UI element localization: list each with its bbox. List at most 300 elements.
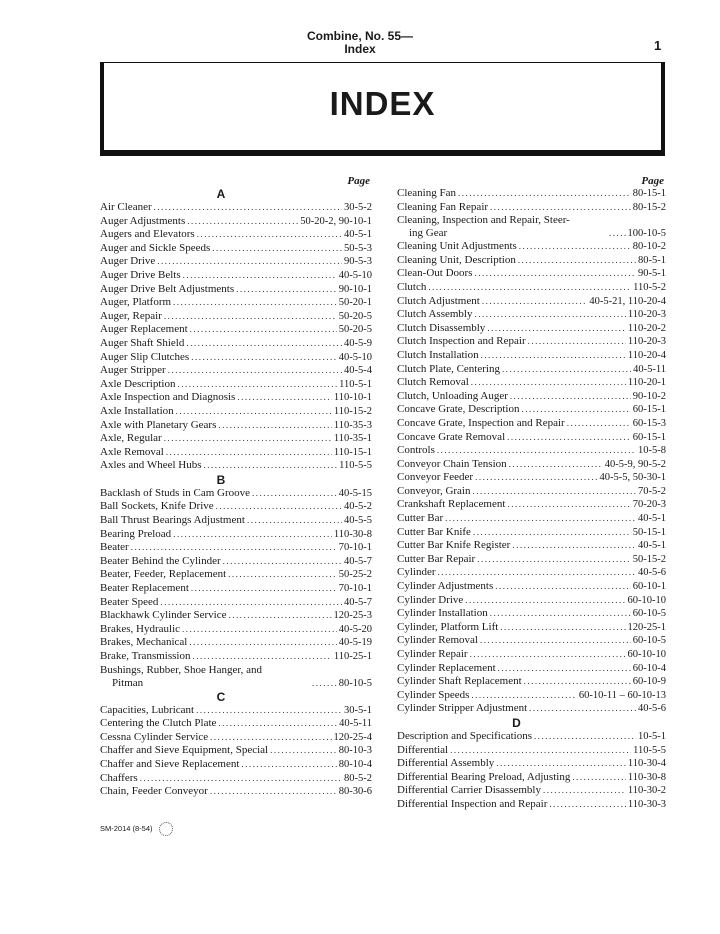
entry-title: Cylinder Removal [397, 634, 478, 647]
index-entry [397, 744, 666, 758]
index-entry [100, 351, 372, 365]
dot-leader [204, 459, 338, 473]
running-header [0, 30, 720, 56]
entry-page: 40-5-10 [338, 269, 372, 281]
entry-page: 80-5-2 [344, 772, 372, 784]
entry-page: 90-5-3 [344, 256, 372, 268]
index-entry [397, 281, 666, 295]
index-entry [397, 187, 666, 201]
entry-page: 110-15-1 [333, 446, 372, 458]
entry-title: Cylinder Repair [397, 648, 468, 660]
dot-leader [572, 771, 626, 785]
entry-page: 70-20-3 [632, 499, 666, 511]
entry-title: Cylinder Speeds [397, 688, 470, 701]
index-entry [100, 636, 372, 650]
dot-leader [237, 391, 332, 405]
entry-title-line2: Pitman [112, 676, 144, 689]
entry-page: 110-10-1 [333, 392, 372, 404]
dot-leader [473, 526, 631, 540]
index-entry [397, 376, 666, 390]
entry-title: Conveyor Feeder [397, 471, 474, 484]
index-entry [100, 785, 372, 799]
entry-page: 50-5-3 [344, 242, 372, 254]
entry-title: Clean-Out Doors [397, 267, 473, 280]
entry-title: Axle Installation [100, 404, 174, 417]
entry-title: Controls [397, 444, 435, 457]
index-entry [397, 267, 666, 281]
entry-page: 110-15-2 [333, 405, 372, 417]
index-entry [397, 580, 666, 594]
entry-title: Auger Drive Belt Adjustments [100, 282, 235, 295]
dot-leader [458, 187, 631, 201]
index-entry [397, 403, 666, 417]
entry-title: Clutch, Unloading Auger [397, 389, 508, 402]
entry-page: 110-20-4 [627, 349, 666, 361]
index-entry [100, 378, 372, 392]
dot-leader [471, 376, 626, 390]
index-entry [100, 228, 372, 242]
entry-page: 40-5-6 [638, 703, 666, 715]
entry-title: Cutter Bar [397, 512, 444, 525]
index-entry [100, 650, 372, 664]
entry-page: 80-15-1 [632, 188, 666, 199]
entry-page: 50-25-2 [338, 569, 372, 581]
entry-page: 40-5-7 [344, 596, 372, 608]
entry-page: 40-5-6 [638, 567, 666, 579]
dot-leader [474, 267, 636, 281]
entry-title: Clutch Inspection and Repair [397, 335, 526, 348]
entry-title: Cylinder Shaft Replacement [397, 675, 522, 688]
page-heading-row [100, 175, 372, 187]
entry-title: Cleaning Fan [397, 187, 456, 199]
dot-leader [428, 281, 631, 295]
index-entry [100, 623, 372, 637]
entry-title: Differential Inspection and Repair [397, 797, 548, 810]
form-code: SM-2014 (8-54) [100, 823, 153, 833]
entry-title: Auger and Sickle Speeds [100, 241, 211, 254]
dot-leader [187, 215, 298, 229]
entry-page: 40-5-11 [633, 363, 666, 375]
dot-leader [496, 757, 626, 771]
entry-page: 110-35-1 [333, 433, 372, 445]
entry-page: 110-35-3 [333, 419, 372, 431]
index-entry [397, 308, 666, 322]
dot-leader [131, 541, 337, 555]
dot-leader [190, 323, 337, 337]
entry-page: 40-5-19 [338, 637, 372, 649]
entry-page: 100-10-5 [627, 228, 666, 240]
entry-page: 60-10-11 – 60-10-13 [578, 689, 666, 701]
index-entry [100, 528, 372, 542]
entry-title: Cleaning Unit, Description [397, 253, 516, 266]
index-entry [397, 798, 666, 812]
entry-page: 40-5-1 [344, 229, 372, 241]
entry-title: Auger Stripper [100, 364, 166, 377]
index-entry [100, 215, 372, 229]
index-entry [397, 512, 666, 526]
dot-leader [519, 240, 631, 254]
entry-title: Brakes, Mechanical [100, 636, 188, 649]
entry-page: 110-30-3 [627, 798, 666, 810]
dot-leader [490, 607, 631, 621]
entry-page: 110-30-4 [627, 758, 666, 770]
entry-title: Differential Carrier Disassembly [397, 784, 541, 797]
entry-page: 60-10-1 [632, 581, 666, 593]
entry-page: 30-5-2 [344, 202, 372, 213]
banner-title: INDEX [329, 85, 436, 122]
index-entry [397, 322, 666, 336]
index-entry [100, 609, 372, 623]
entry-page: 50-20-2, 90-10-1 [300, 215, 372, 227]
dot-leader [210, 785, 337, 799]
entry-title: Differential Assembly [397, 757, 495, 770]
entry-title: Conveyor Chain Tension [397, 457, 507, 470]
dot-leader [507, 431, 631, 445]
index-entry [100, 432, 372, 446]
dot-leader [228, 609, 331, 623]
entry-page: 10-5-8 [638, 445, 666, 457]
index-entry [397, 730, 666, 744]
entry-page: 110-20-2 [627, 322, 666, 334]
entry-title: Cutter Bar Knife [397, 525, 471, 538]
dot-leader [474, 308, 625, 322]
entry-title: Brake, Transmission [100, 650, 191, 662]
page-column-heading: Page [641, 175, 664, 187]
dot-leader [470, 648, 626, 662]
index-entry [100, 555, 372, 569]
entry-title: Clutch Plate, Centering [397, 362, 500, 375]
entry-title: Auger, Platform [100, 296, 172, 309]
footer [100, 822, 173, 836]
index-entry [100, 337, 372, 351]
index-entry [100, 772, 372, 786]
entry-page: 40-5-9, 90-5-2 [604, 458, 666, 470]
dot-leader [210, 731, 331, 745]
index-entry [100, 296, 372, 310]
index-entry [397, 607, 666, 621]
dot-leader [609, 227, 626, 240]
entry-page: 80-10-3 [338, 745, 372, 757]
index-entry [100, 568, 372, 582]
dot-leader [223, 555, 342, 569]
dot-leader [549, 798, 626, 812]
entry-title: Beater [100, 541, 129, 554]
entry-title: Cylinder [397, 566, 436, 579]
entry-title: Crankshaft Replacement [397, 498, 506, 511]
section-letter: A [216, 187, 226, 201]
index-entry [100, 704, 372, 718]
index-entry [397, 566, 666, 580]
entry-page: 40-5-7 [344, 555, 372, 567]
entry-page: 10-5-1 [638, 730, 666, 742]
entry-title: Cylinder Installation [397, 607, 488, 620]
entry-page: 110-5-5 [339, 460, 372, 472]
index-entry [397, 417, 666, 431]
index-banner [100, 62, 665, 156]
index-entry [100, 310, 372, 324]
entry-page: 60-15-3 [632, 417, 666, 429]
entry-page: 60-15-1 [632, 404, 666, 416]
index-entry [397, 335, 666, 349]
entry-title: Concave Grate, Description [397, 403, 520, 416]
section-letter: B [216, 472, 226, 487]
entry-title: Clutch Installation [397, 348, 479, 361]
dot-leader [480, 634, 631, 648]
index-entry [100, 419, 372, 433]
entry-page: 40-5-5, 50-30-1 [599, 472, 666, 484]
entry-page: 80-10-2 [632, 241, 666, 253]
dot-leader [477, 553, 631, 567]
index-entry [100, 446, 372, 460]
entry-page: 110-5-1 [339, 378, 372, 390]
entry-page: 70-5-2 [638, 485, 666, 497]
index-entry [100, 255, 372, 269]
dot-leader [189, 636, 336, 650]
page-heading-row [397, 175, 666, 187]
dot-leader [512, 539, 636, 553]
entry-title [397, 214, 607, 240]
entry-title: Augers and Elevators [100, 228, 195, 241]
index-entry [100, 582, 372, 596]
dot-leader [502, 363, 631, 377]
entry-title: Auger Shaft Shield [100, 336, 185, 349]
entry-page: 50-15-1 [632, 526, 666, 538]
dot-leader [164, 432, 332, 446]
entry-page: 60-10-10 [627, 594, 666, 606]
entry-title: Axle with Planetary Gears [100, 418, 217, 431]
entry-page: 40-5-21, 110-20-4 [589, 295, 666, 307]
entry-page: 110-30-8 [333, 528, 372, 540]
index-entry [397, 431, 666, 445]
entry-title: Differential [397, 743, 449, 756]
entry-title: Auger Drive [100, 255, 156, 268]
index-entry [100, 500, 372, 514]
dot-leader [186, 337, 342, 351]
entry-page: 60-10-9 [632, 676, 666, 688]
index-entry [397, 621, 666, 635]
entry-page: 70-10-1 [338, 542, 372, 554]
entry-title: Cylinder Adjustments [397, 580, 494, 593]
entry-page: 50-20-5 [338, 324, 372, 336]
dot-leader [437, 444, 636, 458]
index-entry [100, 744, 372, 758]
dot-leader [528, 335, 626, 349]
dot-leader [197, 228, 342, 242]
index-entry [397, 526, 666, 540]
entry-title: Axle Removal [100, 445, 164, 458]
entry-title-line2: ing Gear [409, 227, 448, 240]
entry-title: Axle Inspection and Diagnosis [100, 391, 236, 404]
entry-title: Brakes, Hydraulic [100, 622, 181, 635]
index-entry [100, 242, 372, 256]
entry-page: 60-10-10 [627, 649, 666, 660]
index-column-left [100, 175, 372, 799]
dot-leader [490, 201, 631, 215]
entry-page: 110-25-1 [333, 651, 372, 662]
index-entry [397, 702, 666, 716]
entry-page: 120-25-4 [333, 731, 372, 743]
index-entry [397, 662, 666, 676]
entry-title: Axle, Regular [100, 432, 162, 445]
dot-leader [183, 269, 337, 283]
page-number: 1 [654, 38, 662, 53]
entry-title: Cutter Bar Repair [397, 552, 476, 565]
index-entry [397, 689, 666, 703]
dot-leader [518, 254, 636, 268]
page-column-heading: Page [347, 175, 370, 187]
entry-page: 40-5-10 [338, 351, 372, 363]
dot-leader [252, 487, 337, 501]
index-entry [397, 458, 666, 472]
entry-page: 110-30-2 [627, 785, 666, 797]
index-entry [397, 254, 666, 268]
entry-title: Clutch Disassembly [397, 321, 486, 334]
index-entry [100, 283, 372, 297]
dot-leader [481, 349, 626, 363]
entry-title: Capacities, Lubricant [100, 703, 195, 716]
dot-leader [216, 500, 342, 514]
index-entry [100, 596, 372, 610]
index-entry [100, 717, 372, 731]
dot-leader [173, 296, 337, 310]
entry-title-line1: Cleaning, Inspection and Repair, Steer- [397, 214, 570, 227]
entry-title: Cutter Bar Knife Register [397, 539, 511, 552]
entry-page: 120-25-3 [333, 610, 372, 622]
entry-title: Cylinder Replacement [397, 661, 496, 674]
entry-title: Chain, Feeder Conveyor [100, 785, 208, 798]
index-entry [100, 269, 372, 283]
dot-leader [450, 744, 631, 758]
index-entry [100, 201, 372, 215]
index-entry [100, 487, 372, 501]
entry-page: 80-30-6 [338, 786, 372, 798]
dot-leader [182, 623, 337, 637]
dot-leader [160, 596, 342, 610]
entry-title: Chaffers [100, 771, 138, 784]
dot-leader [154, 201, 342, 215]
index-entry [100, 731, 372, 745]
index-entry [397, 471, 666, 485]
entry-title: Cleaning Unit Adjustments [397, 240, 517, 253]
entry-title: Auger Adjustments [100, 214, 186, 227]
entry-page: 110-20-1 [627, 377, 666, 389]
entry-page: 110-5-2 [633, 281, 666, 293]
dot-leader [473, 485, 637, 499]
entry-title-line1: Bushings, Rubber, Shoe Hanger, and [100, 663, 262, 676]
dot-leader [247, 514, 342, 528]
entry-title: Cylinder, Platform Lift [397, 620, 499, 633]
entry-page: 30-5-1 [344, 704, 372, 716]
index-entry [397, 485, 666, 499]
entry-title: Beater Speed [100, 595, 159, 608]
entry-title: Axle Description [100, 377, 176, 390]
entry-page: 80-5-1 [638, 254, 666, 266]
entry-title [100, 664, 310, 690]
index-entry [397, 363, 666, 377]
dot-leader [191, 351, 337, 365]
index-entry [397, 757, 666, 771]
entry-title: Cylinder Stripper Adjustment [397, 702, 528, 715]
index-entry [100, 758, 372, 772]
entry-page: 40-5-20 [338, 623, 372, 635]
dot-leader [192, 650, 331, 664]
index-entry [100, 664, 372, 690]
index-entry [397, 784, 666, 798]
dot-leader [482, 295, 588, 309]
entry-page: 40-5-11 [339, 718, 372, 730]
dot-leader [241, 758, 336, 772]
entry-page: 60-10-5 [632, 635, 666, 647]
dot-leader [196, 704, 342, 718]
header-subtitle: Index [344, 42, 376, 56]
dot-leader [521, 403, 630, 417]
entry-title: Conveyor, Grain [397, 484, 471, 497]
index-entry [397, 295, 666, 309]
entry-title: Chaffer and Sieve Equipment, Special [100, 744, 269, 757]
entry-page: 40-5-4 [344, 365, 372, 377]
entry-page: 120-25-1 [627, 621, 666, 633]
entry-page: 40-5-1 [638, 540, 666, 552]
dot-leader [218, 717, 337, 731]
entry-page: 110-5-5 [633, 744, 666, 756]
dot-leader [177, 378, 337, 392]
dot-leader [236, 283, 337, 297]
index-column-right [397, 175, 666, 812]
dot-leader [438, 566, 637, 580]
dot-leader [166, 446, 332, 460]
dot-leader [567, 417, 631, 431]
entry-title: Beater, Feeder, Replacement [100, 568, 227, 581]
entry-title: Auger, Repair [100, 309, 162, 322]
entry-page: 40-5-2 [344, 501, 372, 513]
index-entry [100, 364, 372, 378]
entry-page: 80-15-2 [632, 201, 666, 213]
dot-leader [471, 689, 576, 703]
index-entry [397, 594, 666, 608]
entry-title: Auger Drive Belts [100, 268, 181, 281]
entry-page: 40-5-1 [638, 513, 666, 525]
dot-leader [312, 677, 337, 690]
entry-title: Cessna Cylinder Service [100, 730, 209, 743]
dot-leader [498, 662, 631, 676]
entry-title: Auger Slip Clutches [100, 350, 190, 363]
entry-title: Ball Sockets, Knife Drive [100, 500, 214, 513]
entry-title: Backlash of Studs in Cam Groove [100, 486, 251, 499]
dot-leader [543, 784, 626, 798]
index-entry [100, 541, 372, 555]
entry-title: Differential Bearing Preload, Adjusting [397, 770, 571, 783]
index-entry [100, 323, 372, 337]
dot-leader [524, 675, 631, 689]
dot-leader [168, 364, 342, 378]
header-title: Combine, No. 55— [306, 29, 413, 43]
section-letter: D [512, 715, 521, 730]
dot-leader [500, 621, 625, 635]
entry-page: 80-10-4 [338, 758, 372, 770]
entry-page: 110-20-3 [627, 309, 666, 321]
entry-title: Blackhawk Cylinder Service [100, 609, 227, 622]
entry-page: 50-20-5 [338, 310, 372, 322]
dot-leader [445, 512, 636, 526]
entry-title: Concave Grate Removal [397, 430, 506, 443]
entry-title: Clutch [397, 280, 427, 293]
entry-page: 80-10-5 [338, 677, 372, 689]
entry-page: 70-10-1 [338, 583, 372, 595]
entry-title: Chaffer and Sieve Replacement [100, 757, 240, 770]
entry-title: Bearing Preload [100, 527, 172, 540]
entry-title: Cleaning Fan Repair [397, 200, 489, 213]
dot-leader [495, 580, 631, 594]
